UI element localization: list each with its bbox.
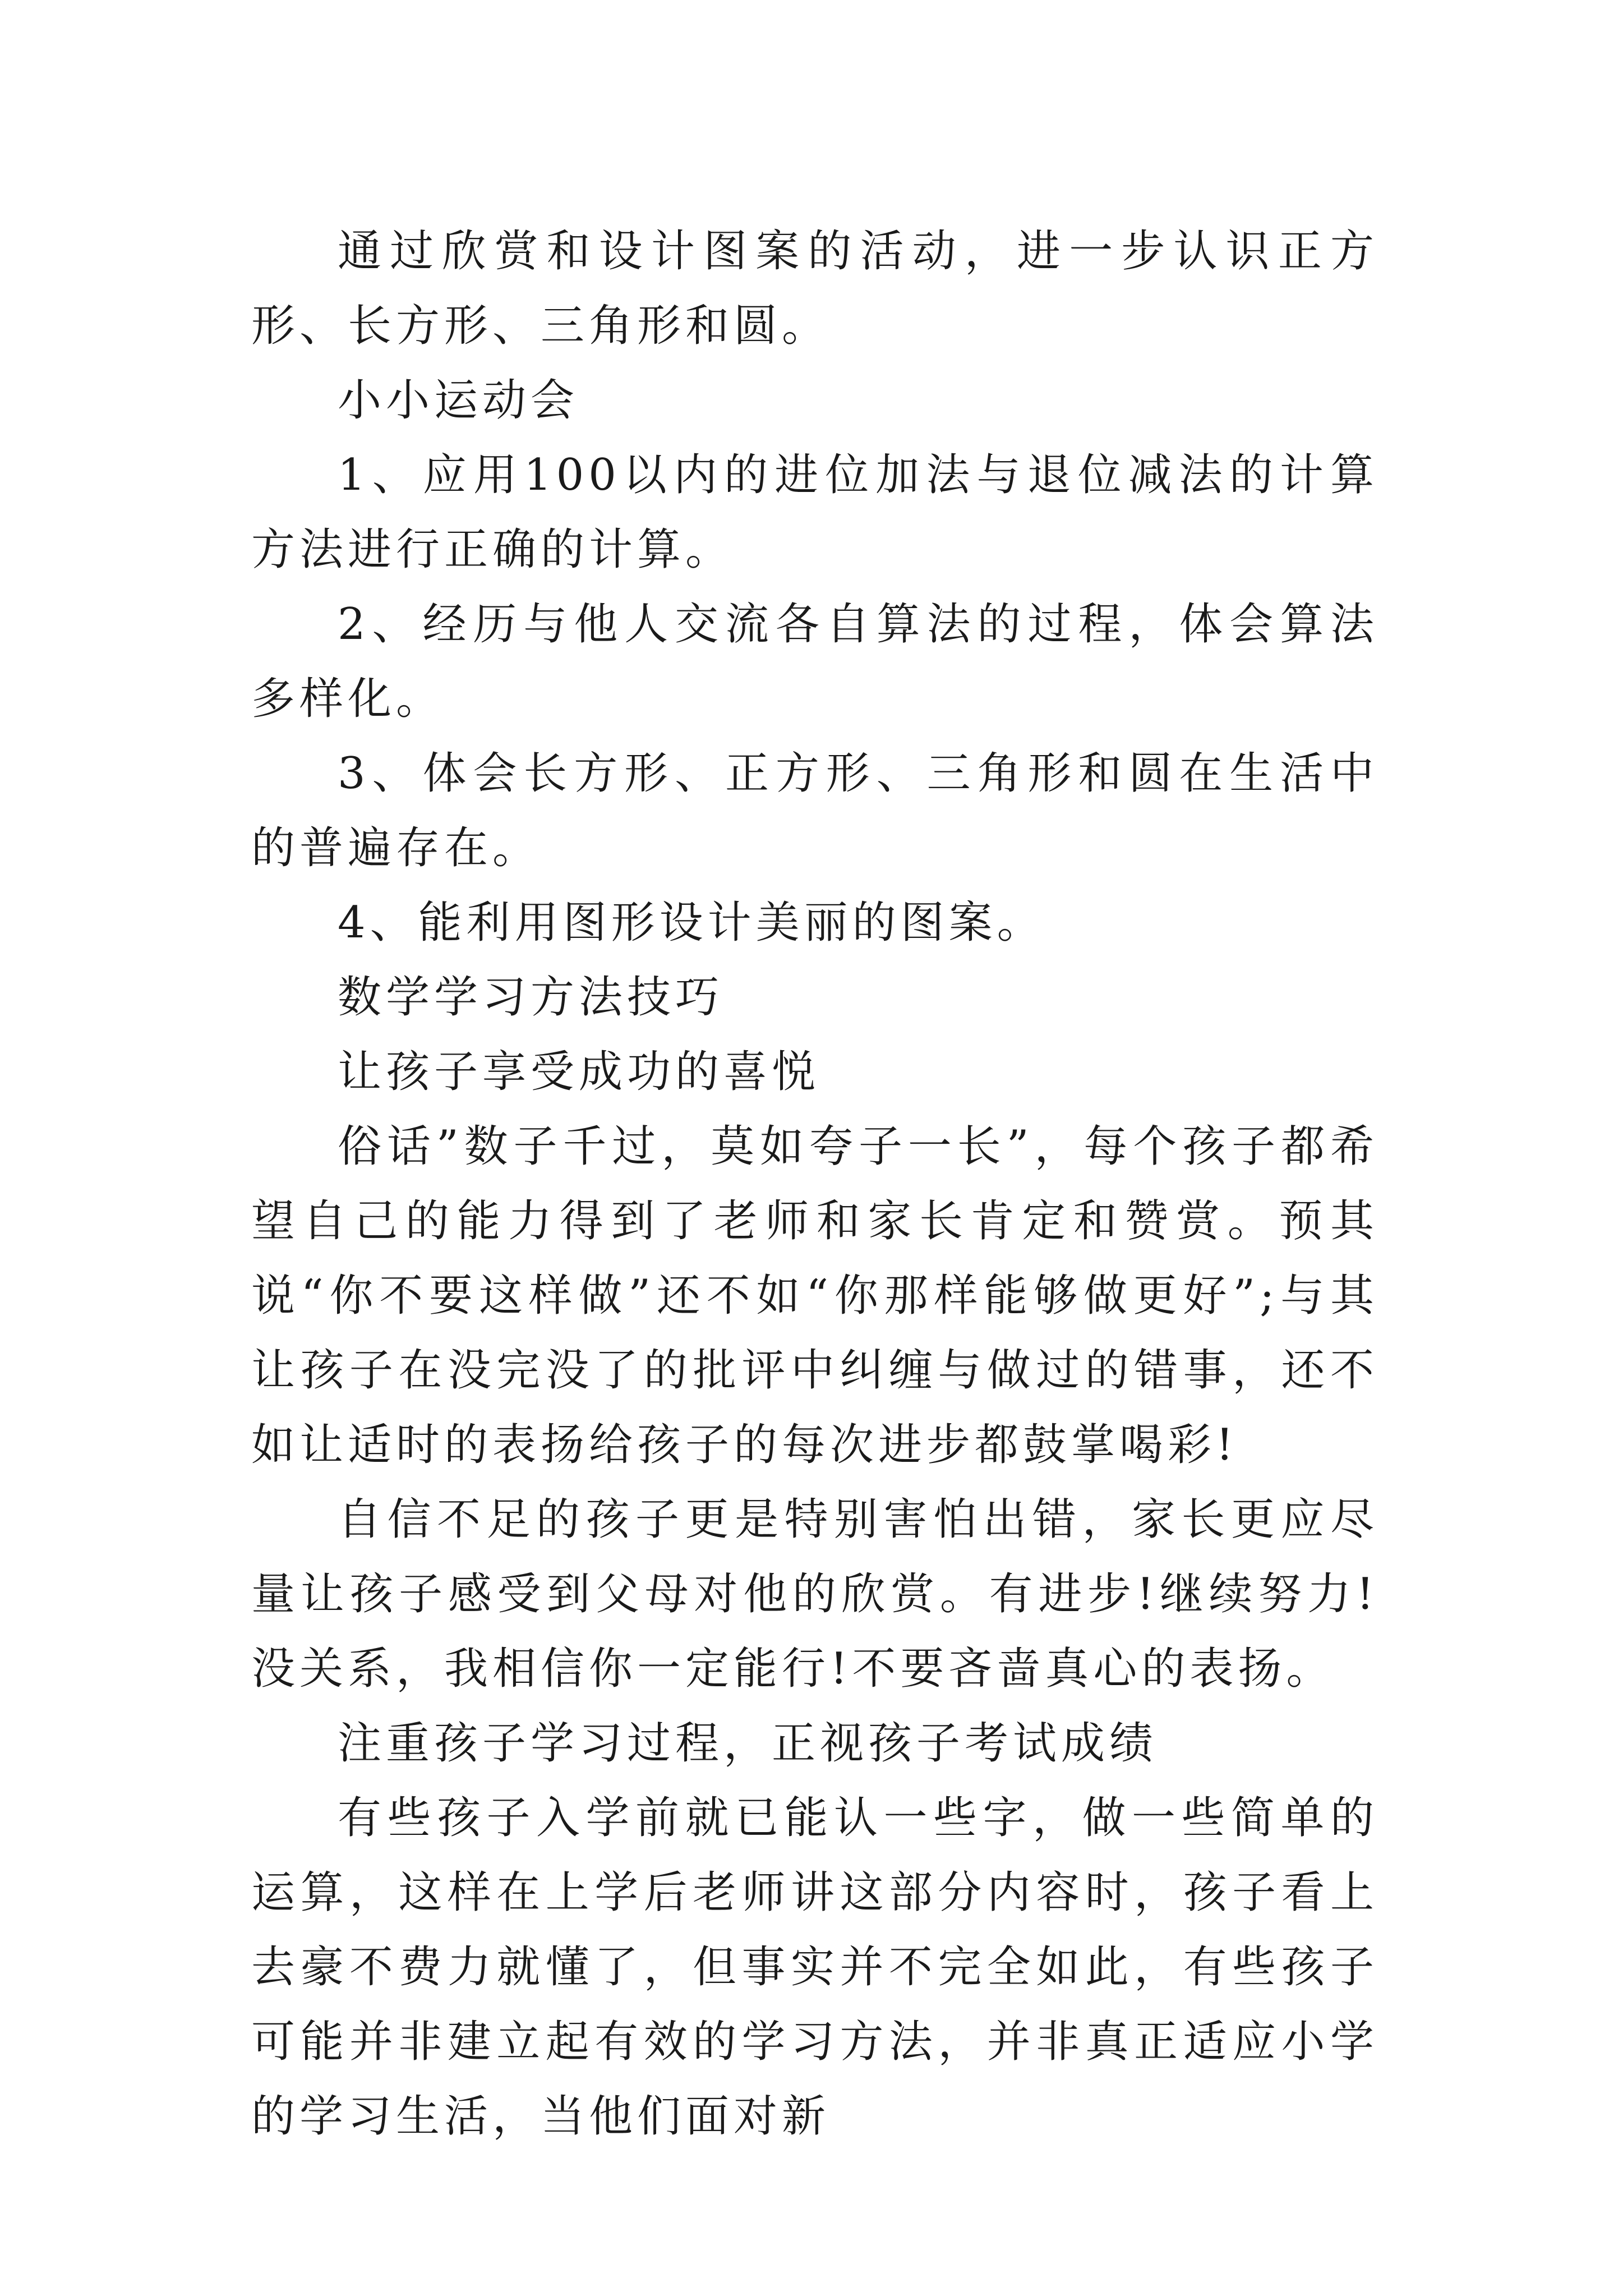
paragraph-learning-process: 有些孩子入学前就已能认一些字，做一些简单的运算，这样在上学后老师讲这部分内容时，孩子看上去豪不费力就懂了，但事实并不完全如此，有些孩子可能并非建立起有效的学习方法，并非真正适应小学的学习生活，当他们面对新 [251,1793,1378,2142]
list-item-4: 4、能利用图形设计美丽的图案。 [338,898,1045,948]
list-item-3: 3、体会长方形、正方形、三角形和圆在生活中的普遍存在。 [251,748,1378,873]
paragraph-intro-objective: 通过欣赏和设计图案的活动，进一步认识正方形、长方形、三角形和圆。 [251,226,1378,351]
document-page [251,214,1378,2154]
list-item-1: 1、应用100以内的进位加法与退位减法的计算方法进行正确的计算。 [251,450,1378,575]
list-item-2: 2、经历与他人交流各自算法的过程，体会算法多样化。 [251,599,1378,724]
heading-learning-process: 注重孩子学习过程，正视孩子考试成绩 [338,1718,1158,1769]
heading-enjoy-success: 让孩子享受成功的喜悦 [338,1047,820,1097]
heading-sports-meet: 小小运动会 [338,375,579,426]
paragraph-confidence: 自信不足的孩子更是特别害怕出错，家长更应尽量让孩子感受到父母对他的欣赏。有进步!继续努力!没关系，我相信你一定能行!不要吝啬真心的表扬。 [251,1494,1378,1694]
heading-study-tips: 数学学习方法技巧 [338,972,724,1023]
paragraph-praise: 俗话”数子千过，莫如夸子一长”，每个孩子都希望自己的能力得到了老师和家长肯定和赞赏。预其说“你不要这样做”还不如“你那样能够做更好”;与其让孩子在没完没了的批评中纠缠与做过的错事，还不如让适时的表扬给孩子的每次进步都鼓掌喝彩! [251,1121,1378,1470]
